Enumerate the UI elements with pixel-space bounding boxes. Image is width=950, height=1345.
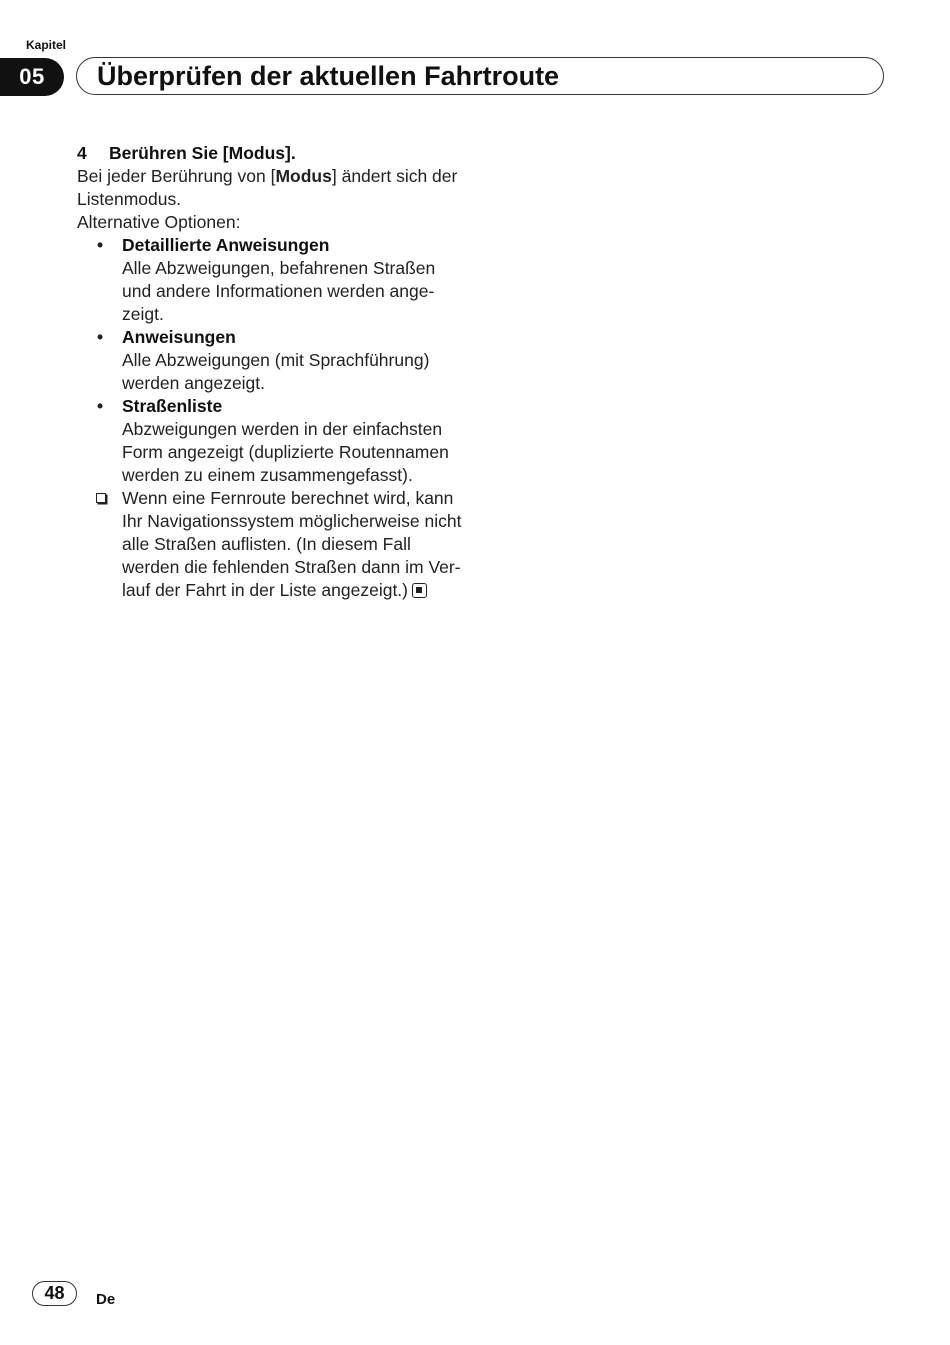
note-block	[77, 487, 462, 602]
step-heading	[77, 142, 462, 165]
options-label: Alternative Optionen:	[77, 212, 241, 232]
list-item	[77, 234, 462, 326]
step-intro	[77, 165, 462, 234]
step-number: 4	[77, 143, 87, 163]
option-text: Alle Abzweigungen (mit Sprachführung) werden angezeigt.	[122, 350, 430, 393]
chapter-title-frame	[76, 57, 884, 95]
step-description	[77, 165, 462, 211]
intro-text-bold: Modus	[275, 166, 332, 186]
intro-text-before: Bei jeder Berührung von [	[77, 166, 276, 186]
main-content	[77, 142, 462, 602]
chapter-number-badge: 05	[0, 58, 64, 96]
option-title: Detaillierte Anweisungen	[122, 235, 330, 255]
option-title: Anweisungen	[122, 327, 236, 347]
bullet-dot-icon: •	[97, 396, 104, 416]
option-title: Straßenliste	[122, 396, 223, 416]
options-list	[77, 234, 462, 487]
language-code: De	[96, 1291, 116, 1308]
step-heading-text: Berühren Sie [Modus].	[109, 143, 296, 163]
page-number: 48	[32, 1281, 77, 1306]
end-mark-icon	[412, 583, 427, 598]
note-text: Wenn eine Fernroute berechnet wird, kann Ihr Navigationssystem möglicherweise nicht alle Straßen auflisten. (In diesem Fall werden die fehlenden Straßen dann im Verlauf der Fahrt in der Liste angezeigt.)	[122, 488, 462, 600]
intro-text-after: ] ändert sich der Listenmodus.	[77, 166, 458, 209]
bullet-dot-icon: •	[97, 235, 104, 255]
chapter-label: Kapitel	[26, 38, 67, 52]
option-text: Alle Abzweigungen, befahrenen Straßen und andere Informationen werden angezeigt.	[122, 258, 436, 324]
chapter-title: Überprüfen der aktuellen Fahrtroute	[97, 60, 560, 91]
bullet-dot-icon: •	[97, 327, 104, 347]
note-checkbox-icon	[96, 493, 106, 503]
list-item	[77, 395, 462, 487]
list-item	[77, 326, 462, 395]
option-text: Abzweigungen werden in der einfachsten Form angezeigt (duplizierte Routennamen werden zu einem zusammengefasst).	[122, 419, 449, 485]
